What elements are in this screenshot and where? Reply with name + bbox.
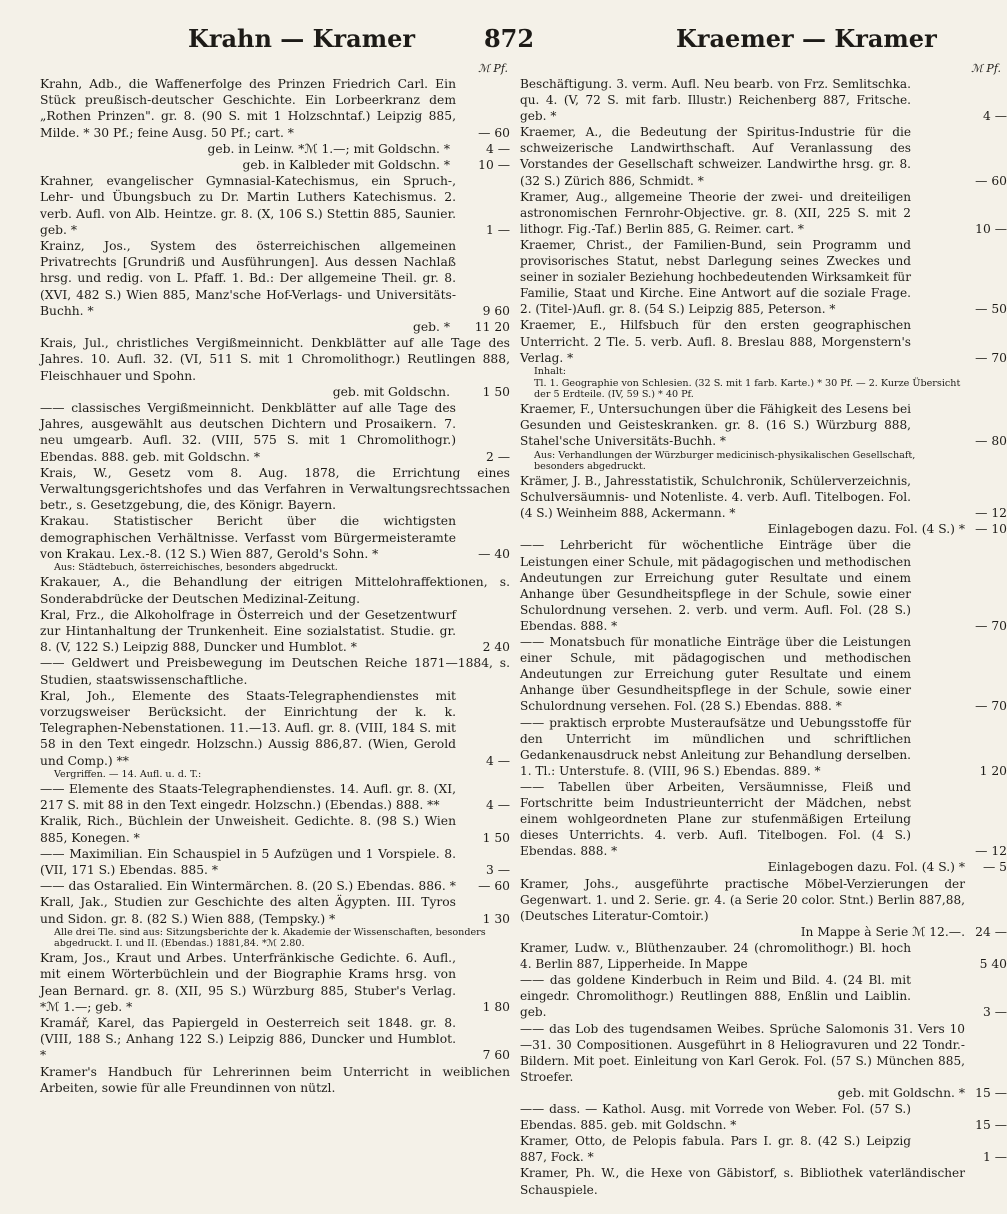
catalog-entry [520, 972, 1007, 1020]
price: — 5 [982, 860, 1007, 875]
running-head-left: Krahn — Kramer [188, 24, 416, 53]
currency-heading: ℳ Pf. [478, 62, 508, 75]
catalog-entry [520, 1101, 1007, 1133]
catalog-entry [520, 634, 1007, 714]
catalog-entry [40, 655, 510, 687]
price: 4 — [485, 753, 510, 768]
entry-text: Kramer, Aug., allgemeine Theorie der zwei- und dreiteiligen astronomischen Fernrohr-Objective. gr. 8. (XII, 225 S. mit 2 lithogr. Fig.-Taf.) Berlin 885, G. Reimer. cart. * [520, 189, 911, 236]
catalog-entry [40, 513, 510, 562]
entry-price-line [520, 1085, 1007, 1101]
entry-text: —— Geldwert und Preisbewegung im Deutschen Reiche 1871—1884, s. Studien, staatswissenschaftliche. [40, 656, 510, 687]
entry-text: Krais, W., Gesetz vom 8. Aug. 1878, die Errichtung eines Verwaltungsgerichtshofes und das Verfahren in Verwaltungsrechtssachen betr., s. Gesetzgebung, die, des Königr. Bayern. [40, 465, 510, 513]
entry-text: Kramer, Ludw. v., Blüthenzauber. 24 (chromolithogr.) Bl. hoch 4. Berlin 887, Lipperheide. In Mappe [520, 941, 911, 972]
entry-text: —— Lehrbericht für wöchentliche Einträge über die Leistungen einer Schule, mit pädagogischen und methodischen Andeutungen zur Erreichung guter Resultate und einem Anhange über Gesundheitspflege in der Schule, sowie einer Schulordnung versehen. 2. verb. und verm. Aufl. Fol. (28 S.) Ebendas. 888. * [520, 538, 911, 633]
catalog-entry [520, 237, 1007, 317]
catalog-entry [520, 537, 1007, 634]
price: 1 80 [482, 999, 510, 1014]
catalog-entry [520, 779, 1007, 859]
price: 3 — [485, 862, 510, 877]
catalog-entry [40, 76, 510, 141]
entry-note: Inhalt: [534, 365, 567, 377]
price-line-text: geb. mit Goldschn. * [837, 1085, 965, 1100]
price: — 60 [975, 173, 1007, 188]
entry-text: Kral, Joh., Elemente des Staats-Telegraphendienstes mit vorzugsweiser Berücksicht. der Einrichtung der k. k. Telegraphen-Nebenstationen. 11.—13. Aufl. gr. 8. (VIII, 184 S. mit 58 in den Text eingedr. Holzschn.) Aussig 886,87. (Wien, Gerold und Comp.) ** [40, 688, 456, 768]
catalog-entry [40, 1015, 510, 1064]
price: 15 — [975, 1085, 1007, 1100]
entry-text: Kralik, Rich., Büchlein der Unweisheit. Gedichte. 8. (98 S.) Wien 885, Konegen. * [40, 814, 456, 845]
catalog-entry [40, 813, 510, 845]
catalog-entry [40, 878, 510, 894]
catalog-entry [40, 607, 510, 656]
entry-price-line [40, 384, 510, 400]
catalog-entry [520, 1133, 1007, 1165]
price: 7 60 [482, 1048, 510, 1063]
price: — 70 [975, 350, 1007, 365]
catalog-entry [520, 124, 1007, 188]
price: — 40 [478, 546, 510, 561]
price: 2 40 [482, 640, 510, 655]
catalog-entry [40, 400, 510, 465]
price: 9 60 [482, 303, 510, 318]
entry-note: Aus: Städtebuch, österreichisches, besonders abgedruckt. [54, 562, 338, 574]
catalog-entry [40, 781, 510, 813]
catalog-entry [520, 876, 965, 924]
price: 5 40 [979, 957, 1007, 972]
catalog-entry [520, 1021, 965, 1085]
price: 10 — [975, 221, 1007, 236]
price: 4 — [485, 141, 510, 156]
price: 3 — [982, 1005, 1007, 1020]
right-column [520, 62, 1007, 1198]
price-line-text: geb. * [413, 320, 450, 335]
entry-note: Tl. 1. Geographie von Schlesien. (32 S. mit 1 farb. Karte.) * 30 Pf. — 2. Kurze Übersicht der 5 Erdteile. (IV, 59 S.) * 40 Pf. [534, 377, 961, 401]
catalog-entry [520, 317, 1007, 365]
price: 1 30 [482, 911, 510, 926]
catalog-entry [40, 1064, 510, 1096]
entry-text: Kraemer, Christ., der Familien-Bund, sein Programm und provisorisches Statut, nebst Darlegung seines Zweckes und seiner in sozialer Beziehung hochbedeutenden Wirksamkeit für Familie, Staat und Kirche. Eine Antwort auf die soziale Frage. 2. (Titel-)Aufl. gr. 8. (54 S.) Leipzig 885, Peterson. * [520, 237, 911, 317]
price: 1 20 [979, 763, 1007, 778]
price-line-text: geb. in Leinw. *ℳ 1.—; mit Goldschn. * [207, 141, 450, 156]
price: 2 — [485, 449, 510, 464]
catalog-entry [520, 940, 1007, 972]
entry-text: —— das Ostaralied. Ein Wintermärchen. 8. (20 S.) Ebendas. 886. * [40, 879, 456, 894]
price: 1 50 [482, 384, 510, 399]
entry-text: Kraemer, E., Hilfsbuch für den ersten geographischen Unterricht. 2 Tle. 5. verb. Aufl. 8. Breslau 888, Morgenstern's Verlag. * [520, 318, 911, 365]
entry-text: Krahner, evangelischer Gymnasial-Katechismus, ein Spruch-, Lehr- und Übungsbuch zu Dr. Martin Luthers Katechismus. 2. verb. Aufl. von Alb. Heintze. gr. 8. (X, 106 S.) Stettin 885, Saunier. geb. * [40, 174, 456, 237]
entry-text: Krainz, Jos., System des österreichischen allgemeinen Privatrechts [Grundriß und Ausführungen]. Aus dessen Nachlaß hrsg. und redig. von L. Pfaff. 1. Bd.: Der allgemeine Theil. gr. 8. (XVI, 482 S.) Wien 885, Manz'sche Hof-Verlags- und Universitäts-Buchh. * [40, 239, 456, 318]
entry-text: Kramer, Otto, de Pelopis fabula. Pars I. gr. 8. (42 S.) Leipzig 887, Fock. * [520, 1134, 911, 1165]
entry-text: Kral, Frz., die Alkoholfrage in Österreich und der Gesetzentwurf zur Hintanhaltung der Trunkenheit. Eine sozialstatist. Studie. gr. 8. (V, 122 S.) Leipzig 888, Duncker und Humblot. * [40, 607, 456, 655]
entry-text: Kramer, Ph. W., die Hexe von Gäbistorf, s. Bibliothek vaterländischer Schauspiele. [520, 1166, 965, 1197]
catalog-entry [40, 894, 510, 926]
catalog-entry [40, 688, 510, 769]
price: 4 — [485, 798, 510, 813]
catalog-entry [520, 76, 1007, 124]
running-head-right: Kraemer — Kramer [676, 24, 937, 53]
catalog-entry [520, 1165, 965, 1197]
price: — 12 [975, 844, 1007, 859]
catalog-entry [40, 950, 510, 1015]
price-line-text: geb. in Kalbleder mit Goldschn. * [242, 158, 450, 173]
entry-price-line [40, 157, 510, 173]
price: 11 20 [474, 320, 510, 335]
entry-text: —— praktisch erprobte Musteraufsätze und Uebungsstoffe für den Unterricht im mündlichen und schriftlichen Gedankenausdruck nebst Anleitung zur Behandlung derselben. 1. Tl.: Unterstufe. 8. (VIII, 96 S.) Ebendas. 889. * [520, 715, 911, 778]
catalog-entry [520, 715, 1007, 779]
entry-text: Krais, Jul., christliches Vergißmeinnicht. Denkblätter auf alle Tage des Jahres. 10. Aufl. 32. (VI, 511 S. mit 1 Chromolithogr.) Reutlingen 888, Fleischhauer und Spohn. [40, 336, 510, 383]
price: — 50 [975, 302, 1007, 317]
catalog-entry [40, 335, 510, 384]
entry-note: Alle drei Tle. sind aus: Sitzungsberichte der k. Akademie der Wissenschaften, besonders abgedruckt. I. und II. (Ebendas.) 1881,84. *ℳ 2.80. [54, 926, 486, 949]
catalog-entry [520, 401, 1007, 449]
price: — 70 [975, 618, 1007, 633]
entry-text: —— dass. — Kathol. Ausg. mit Vorrede von Weber. Fol. (57 S.) Ebendas. 885. geb. mit Goldschn. * [520, 1102, 911, 1133]
entry-text: —— Monatsbuch für monatliche Einträge über die Leistungen einer Schule, mit pädagogischen und methodischen Andeutungen zur Erreichung guter Resultate und einem Anhange über Gesundheitspflege in der Schule, sowie einer Schulordnung versehen. Fol. (28 S.) Ebendas. 888. * [520, 635, 911, 714]
entry-text: —— das Lob des tugendsamen Weibes. Sprüche Salomonis 31. Vers 10—31. 30 Compositionen. Ausgeführt in 8 Heliogravuren und 22 Tondr.-Bildern. Mit poet. Einleitung von Karl Gerok. Fol. (57 S.) München 885, Stroefer. [520, 1021, 965, 1084]
price: — 12 [975, 506, 1007, 521]
price: 24 — [975, 924, 1007, 939]
entry-text: —— Maximilian. Ein Schauspiel in 5 Aufzügen und 1 Vorspiele. 8. (VII, 171 S.) Ebendas. 885. * [40, 846, 456, 877]
catalog-entry [40, 465, 510, 514]
price-line-text: geb. mit Goldschn. [332, 384, 450, 399]
catalog-entry [40, 846, 510, 878]
entry-text: —— das goldene Kinderbuch in Reim und Bild. 4. (24 Bl. mit eingedr. Chromolithogr.) Reutlingen 888, Enßlin und Laiblin. geb. [520, 973, 911, 1020]
catalog-entry [40, 238, 510, 319]
entry-text: Kraemer, A., die Bedeutung der Spiritus-Industrie für die schweizerische Landwirthschaft. Auf Veranlassung des Vorstandes der Gesellschaft schweizer. Landwirthe hrsg. gr. 8. (32 S.) Zürich 886, Schmidt. * [520, 125, 911, 188]
left-column [40, 62, 510, 1096]
price: — 10 [975, 522, 1007, 537]
price: 4 — [982, 109, 1007, 124]
entry-price-line [520, 521, 1007, 537]
price: 1 — [485, 222, 510, 237]
entry-text: Kraemer, F., Untersuchungen über die Fähigkeit des Lesens bei Gesunden und Geisteskranken. gr. 8. (16 S.) Würzburg 888, Stahel'sche Universitäts-Buchh. * [520, 402, 911, 449]
entry-price-line [520, 924, 1007, 940]
entry-text: Kramer, Johs., ausgeführte practische Möbel-Verzierungen der Gegenwart. 1. und 2. Serie. gr. 4. (a Serie 20 color. Stnt.) Berlin 887,88, (Deutsches Literatur-Comtoir.) [520, 876, 965, 923]
entry-text: Kram, Jos., Kraut und Arbes. Unterfränkische Gedichte. 6. Aufl., mit einem Wörterbüchlein und der Biographie Krams hrsg. von Jean Bernard. gr. 8. (XII, 95 S.) Würzburg 885, Stuber's Verlag. *ℳ 1.—; geb. * [40, 951, 456, 1014]
price: — 70 [975, 699, 1007, 714]
entry-text: —— Tabellen über Arbeiten, Versäumnisse, Fleiß und Fortschritte beim Industrieunterricht der Mädchen, nebst einem wohlgeordneten Plane zur stufenmäßigen Erteilung dieses Unterrichts. 4. verb. Aufl. Titelbogen. Fol. (4 S.) Ebendas. 888. * [520, 779, 911, 859]
price: — 60 [478, 879, 510, 894]
entry-note: Aus: Verhandlungen der Würzburger medicinisch-physikalischen Gesellschaft, besonders abgedruckt. [534, 449, 916, 472]
entry-price-line [40, 141, 510, 157]
price-line-text: Einlagebogen dazu. Fol. (4 S.) * [767, 522, 965, 537]
entry-text: Krahn, Adb., die Waffenerfolge des Prinzen Friedrich Carl. Ein Stück preußisch-deutscher Geschichte. Ein Lorbeerkranz dem „Rothen Prinzen". gr. 8. (90 S. mit 1 Holzschntaf.) Leipzig 885, Milde. * 30 Pf.; feine Ausg. 50 Pf.; cart. * [40, 77, 456, 140]
page-number: 872 [483, 24, 535, 53]
entry-price-line [520, 859, 1007, 875]
entry-text: Krakau. Statistischer Bericht über die wichtigsten demographischen Verhältnisse. Verfasst vom Bürgermeisteramte von Krakau. Lex.-8. (12 S.) Wien 887, Gerold's Sohn. * [40, 514, 456, 561]
price: 1 — [982, 1150, 1007, 1165]
price-line-text: In Mappe à Serie ℳ 12.—. [800, 924, 965, 939]
price: 1 50 [482, 830, 510, 845]
currency-heading: ℳ Pf. [971, 62, 1001, 75]
catalog-entry [520, 473, 1007, 521]
price: — 80 [975, 434, 1007, 449]
price: 15 — [975, 1118, 1007, 1133]
entry-text: Krakauer, A., die Behandlung der eitrigen Mittelohraffektionen, s. Sonderabdrücke der Deutschen Medizinal-Zeitung. [40, 575, 510, 606]
entry-note: Vergriffen. — 14. Aufl. u. d. T.: [54, 768, 202, 780]
price: — 60 [478, 125, 510, 140]
catalog-entry [40, 173, 510, 238]
page-header [0, 0, 1000, 60]
price-line-text: Einlagebogen dazu. Fol. (4 S.) * [767, 860, 965, 875]
entry-text: Beschäftigung. 3. verm. Aufl. Neu bearb. von Frz. Semlitschka. qu. 4. (V, 72 S. mit farb. Illustr.) Reichenberg 887, Fritsche. geb. * [520, 77, 911, 124]
price: 10 — [478, 158, 510, 173]
entry-text: —— classisches Vergißmeinnicht. Denkblätter auf alle Tage des Jahres, ausgewählt aus deutschen Dichtern und Prosaikern. 7. neu umgearb. Aufl. 32. (VIII, 575 S. mit 1 Chromolithogr.) Ebendas. 888. geb. mit Goldschn. * [40, 401, 456, 464]
entry-text: Krämer, J. B., Jahresstatistik, Schulchronik, Schülerverzeichnis, Schulversäumnis- und Notenliste. 4. verb. Aufl. Titelbogen. Fol. (4 S.) Weinheim 888, Ackermann. * [520, 473, 911, 521]
entry-price-line [40, 319, 510, 335]
entry-text: Krall, Jak., Studien zur Geschichte des alten Ägypten. III. Tyros und Sidon. gr. 8. (82 S.) Wien 888, (Tempsky.) * [40, 895, 456, 926]
entry-text: Kramer's Handbuch für Lehrerinnen beim Unterricht in weiblichen Arbeiten, sowie für alle Freundinnen von nützl. [40, 1064, 510, 1095]
catalog-entry [520, 189, 1007, 237]
catalog-entry [40, 574, 510, 606]
entry-text: —— Elemente des Staats-Telegraphendienstes. 14. Aufl. gr. 8. (XI, 217 S. mit 88 in den Text eingedr. Holzschn.) (Ebendas.) 888. ** [40, 781, 456, 813]
entry-text: Kramář, Karel, das Papiergeld in Oesterreich seit 1848. gr. 8. (VIII, 188 S.; Anhang 122 S.) Leipzig 886, Duncker und Humblot. * [40, 1015, 456, 1063]
